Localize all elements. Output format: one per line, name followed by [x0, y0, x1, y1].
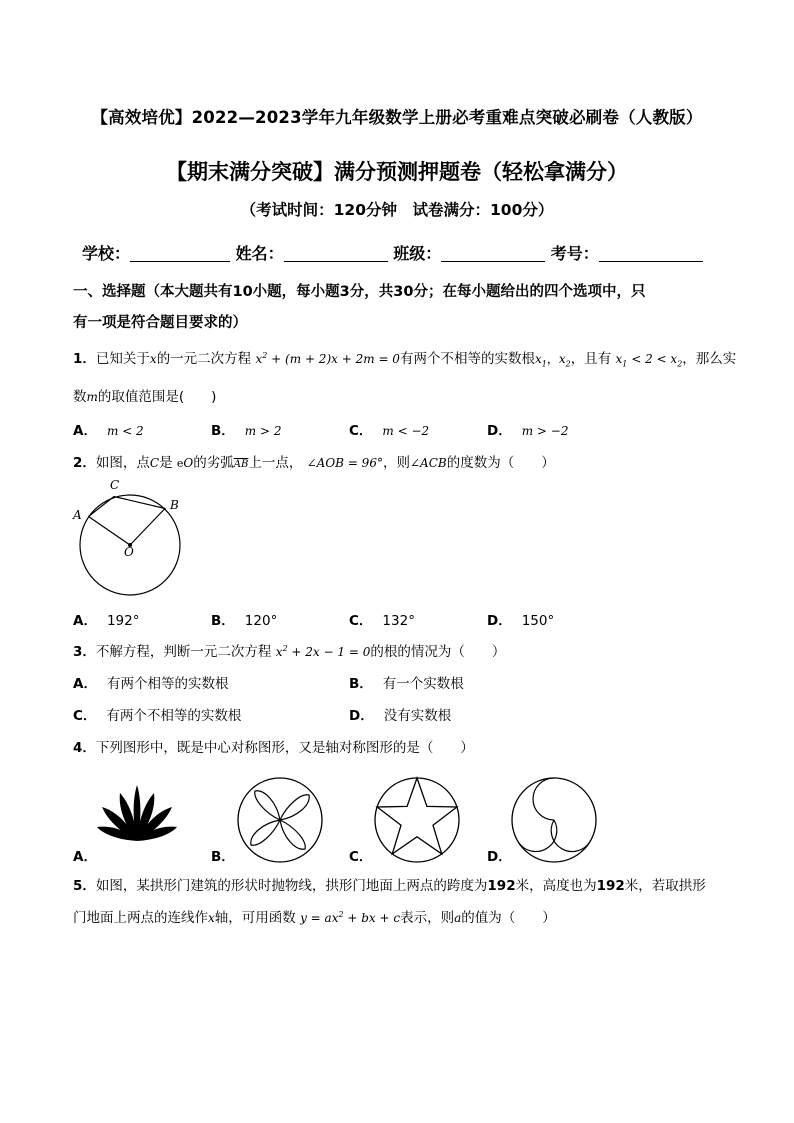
question-5-line1: [73, 874, 706, 894]
exam-series-header: 【高效培优】2022—2023学年九年级数学上册必考重难点突破必刷卷（人教版）: [91, 108, 703, 127]
q1-option-b[interactable]: [211, 419, 282, 439]
option-label: C．: [349, 423, 373, 439]
option-label: C．: [349, 849, 373, 865]
q3-option-b[interactable]: [349, 672, 464, 692]
number-label: 考号：: [550, 244, 599, 263]
fan-logo-figure: [96, 783, 178, 843]
class-blank[interactable]: [441, 245, 545, 262]
option-label: D．: [487, 423, 512, 439]
label-a: A: [73, 508, 82, 522]
question-4-text: [73, 736, 474, 756]
q1-text-2: 的一元二次方程: [156, 351, 252, 367]
q5-text-4: 门地面上两点的连线作: [73, 910, 208, 926]
q5-text-1: 如图，某拱形门建筑的形状时抛物线，拱形门地面上两点的跨度为: [95, 878, 488, 894]
q1-equation: $x^2 + (m + 2)x + 2m = 0$: [255, 351, 400, 366]
q4-option-d[interactable]: [487, 845, 522, 865]
q5-var-a: a: [454, 911, 462, 925]
exam-info: （考试时间：120分钟 试卷满分：100分）: [240, 201, 554, 219]
q1-inequality: $x_1 < 2 < x_2$: [615, 352, 683, 369]
q1-roots: $x_1$，$x_2$: [534, 352, 571, 369]
circle-symbol: e: [176, 457, 184, 470]
school-label: 学校：: [82, 244, 131, 263]
class-label: 班级：: [393, 244, 442, 263]
q5-text-5: 轴，可用函数: [214, 910, 296, 926]
label-b: B: [170, 498, 179, 512]
question-number: 3．: [73, 644, 96, 660]
option-text: m > −2: [521, 424, 569, 438]
q2-point-o: O: [183, 456, 194, 470]
swirl-circle-figure: [509, 775, 599, 865]
option-label: A．: [73, 613, 97, 629]
q2-text-5: ，则: [382, 455, 410, 471]
q3-option-a[interactable]: [73, 672, 228, 692]
question-number: 1．: [73, 351, 96, 367]
q5-span-value: 192: [487, 878, 516, 894]
option-label: C．: [73, 708, 97, 724]
q1-text-4: ，且有: [570, 351, 612, 367]
section-heading-line1: 一、选择题（本大题共有10小题，每小题3分，共30分；在每小题给出的四个选项中，只: [73, 284, 646, 300]
option-label: B．: [211, 423, 235, 439]
label-c: C: [110, 478, 120, 492]
question-1-line1: [73, 347, 736, 368]
section-heading-line2: 有一项是符合题目要求的）: [73, 315, 247, 331]
q1-text-5: ，那么实: [682, 351, 737, 367]
option-label: A．: [73, 676, 97, 692]
option-text: m > 2: [244, 424, 282, 438]
q2-point-c: C: [149, 456, 160, 470]
q2-text-3: 的劣弧: [193, 455, 234, 471]
q2-angle-acb: ∠ACB: [409, 456, 447, 470]
q2-option-a[interactable]: [73, 609, 139, 629]
q4-option-b[interactable]: [211, 845, 245, 865]
q2-text-4: 上一点，: [248, 455, 303, 471]
q1-var-m: m: [86, 390, 98, 404]
radius-oa: [89, 517, 131, 546]
student-info-fields: [82, 241, 703, 264]
option-label: B．: [211, 849, 235, 865]
question-number: 2．: [73, 455, 96, 471]
page-title: 【期末满分突破】满分预测押题卷（轻松拿满分）: [166, 160, 628, 184]
q4-text: 下列图形中，既是中心对称图形，又是轴对称图形的是（ ）: [95, 740, 474, 756]
question-number: 4．: [73, 740, 96, 756]
q2-circle-figure: [70, 476, 190, 598]
q2-option-d[interactable]: [487, 609, 554, 629]
q3-option-c[interactable]: [73, 704, 241, 724]
option-label: B．: [349, 676, 373, 692]
q2-text-6: 的度数为（ ）: [446, 455, 555, 471]
q1-text-3: 有两个不相等的实数根: [399, 351, 535, 367]
q5-function: $y = ax^2$ + bx + c: [300, 910, 401, 925]
q1-option-a[interactable]: [73, 419, 144, 439]
q4-option-c[interactable]: [349, 845, 382, 865]
option-text: m < 2: [106, 424, 144, 438]
option-label: D．: [349, 708, 374, 724]
q5-text-2: 米，高度也为: [515, 878, 597, 894]
q3-equation: $x^2 + 2x - 1 = 0$: [275, 644, 371, 659]
name-label: 姓名：: [235, 244, 284, 263]
question-1-line2: [73, 385, 216, 405]
option-label: A．: [73, 849, 97, 865]
option-text: 有两个相等的实数根: [106, 676, 229, 692]
q2-option-b[interactable]: [211, 609, 277, 629]
q5-text-7: 的值为（ ）: [461, 910, 556, 926]
option-text: m < −2: [382, 424, 430, 438]
four-petal-circle-figure: [235, 775, 325, 865]
q1-var-x: x: [149, 352, 157, 366]
star-circle-figure: [372, 775, 462, 865]
option-text: 有两个不相等的实数根: [106, 708, 242, 724]
option-text: 有一个实数根: [382, 676, 464, 692]
question-3-text: [73, 640, 505, 660]
option-text: 132°: [382, 613, 415, 629]
option-text: 120°: [244, 613, 278, 629]
q4-option-a[interactable]: [73, 845, 107, 865]
q1-option-c[interactable]: [349, 419, 429, 439]
option-label: D．: [487, 849, 512, 865]
option-label: D．: [487, 613, 512, 629]
label-o: O: [124, 545, 134, 559]
q5-height-value: 192: [596, 878, 625, 894]
q3-option-d[interactable]: [349, 704, 451, 724]
option-text: 没有实数根: [383, 708, 452, 724]
q5-text-3: 米，若取拱形: [624, 878, 706, 894]
question-5-line2: [73, 906, 556, 926]
q2-arc-ab: $\overline{AB}$: [233, 459, 249, 470]
question-2-text: [73, 451, 555, 471]
q1-text-7: 的取值范围是( ): [97, 389, 217, 405]
option-text: 150°: [521, 613, 555, 629]
number-blank[interactable]: [599, 245, 703, 262]
q2-angle-aob: ∠AOB = 96°: [306, 456, 383, 470]
school-blank[interactable]: [130, 245, 230, 262]
q1-text-1: 已知关于: [95, 351, 150, 367]
question-number: 5．: [73, 878, 96, 894]
q1-text-6: 数: [73, 389, 87, 405]
q2-text-2: 是: [159, 455, 173, 471]
q3-text-1: 不解方程，判断一元二次方程: [95, 644, 272, 660]
name-blank[interactable]: [284, 245, 388, 262]
option-label: A．: [73, 423, 97, 439]
q2-option-c[interactable]: [349, 609, 415, 629]
option-label: B．: [211, 613, 235, 629]
chord-lines: [89, 497, 166, 546]
q2-text-1: 如图，点: [95, 455, 150, 471]
q1-option-d[interactable]: [487, 419, 568, 439]
q5-var-x: x: [208, 911, 215, 925]
q5-text-6: 表示，则: [400, 910, 455, 926]
option-text: 192°: [106, 613, 140, 629]
q3-text-2: 的根的情况为（ ）: [370, 644, 506, 660]
option-label: C．: [349, 613, 373, 629]
